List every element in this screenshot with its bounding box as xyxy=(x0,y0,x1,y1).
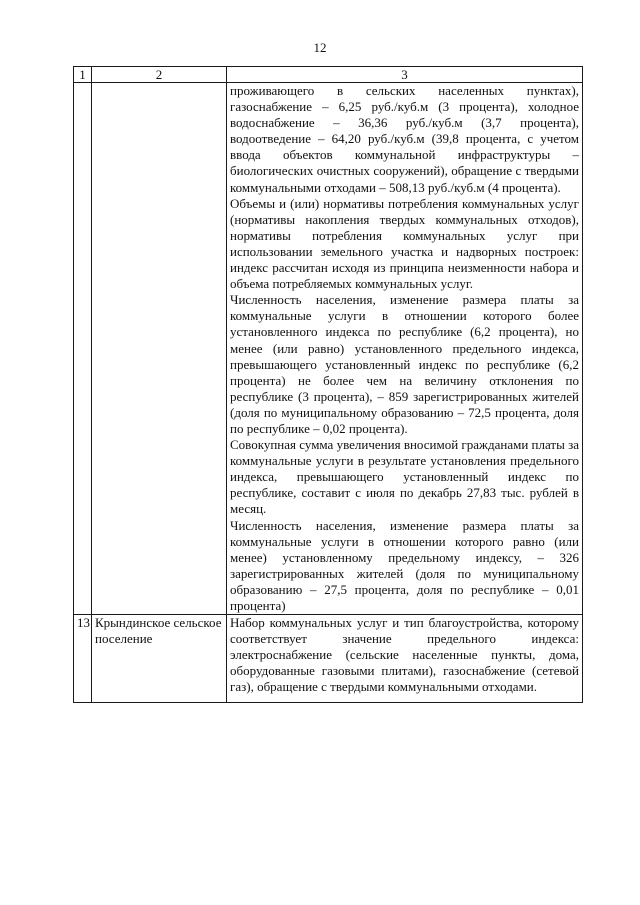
table-row-continued xyxy=(74,83,583,615)
description-paragraph: Численность населения, изменение размера платы за коммунальные услуги в отношении которого равно (или менее) установленному предельному индексу, – 326 зарегистрированных жителей (доля по муниципальному образованию – 27,5 процента, доля по республике – 0,01 процента) xyxy=(230,517,579,613)
table-header-row xyxy=(74,67,583,83)
description-cell xyxy=(227,615,583,702)
description-paragraph: Численность населения, изменение размера платы за коммунальные услуги в отношении которого более установленного индекса по республике (6,2 процента), но менее (или равно) установленного предельного индекса, превышающего установленный индекс по республике (6,2 процента) не более чем на величину отклонения по республике (3 процента), – 859 зарегистрированных жителей (доля по муниципальному образованию – 72,5 процента, доля по республике – 0,02 процента). xyxy=(230,292,579,436)
description-paragraph: проживающего в сельских населенных пунктах), газоснабжение – 6,25 руб./куб.м (3 процента), холодное водоснабжение – 36,36 руб./куб.м (3,7 процента), водоотведение – 64,20 руб./куб.м (39,8 процента, с учетом ввода объектов коммунальной инфраструктуры – биологических очистных сооружений), обращение с твердыми коммунальными отходами – 508,13 руб./куб.м (4 процента). xyxy=(230,83,579,195)
tariff-table xyxy=(73,66,583,703)
description-paragraph: Совокупная сумма увеличения вносимой гражданами платы за коммунальные услуги в результате установления предельного индекса, превышающего установленный индекс по республике, составит с июля по декабрь 27,83 тыс. рублей в месяц. xyxy=(230,437,579,517)
row-number-cell: 13 xyxy=(74,615,92,702)
description-paragraph: Набор коммунальных услуг и тип благоустройства, которому соответствует значение предельного индекса: электроснабжение (сельские населенные пункты, дома, оборудованные газовыми плитами), газоснабжение (сетевой газ), обращение с твердыми коммунальными отходами. xyxy=(230,615,579,695)
description-cell xyxy=(227,83,583,615)
page-number: 12 xyxy=(313,40,327,55)
column-header-3: 3 xyxy=(227,67,583,83)
row-number-cell xyxy=(74,83,92,615)
settlement-name-cell xyxy=(92,83,227,615)
description-paragraph: Объемы и (или) нормативы потребления коммунальных услуг (нормативы накопления твердых коммунальных отходов), нормативы потребления коммунальных услуг при использовании земельного участка и надворных построек: индекс рассчитан исходя из принципа неизменности набора и объема потребляемых коммунальных услуг. xyxy=(230,195,579,292)
column-header-2: 2 xyxy=(92,67,227,83)
table-row-13 xyxy=(74,615,583,702)
column-header-1: 1 xyxy=(74,67,92,83)
settlement-name-cell: Крындинское сельское поселение xyxy=(92,615,227,702)
